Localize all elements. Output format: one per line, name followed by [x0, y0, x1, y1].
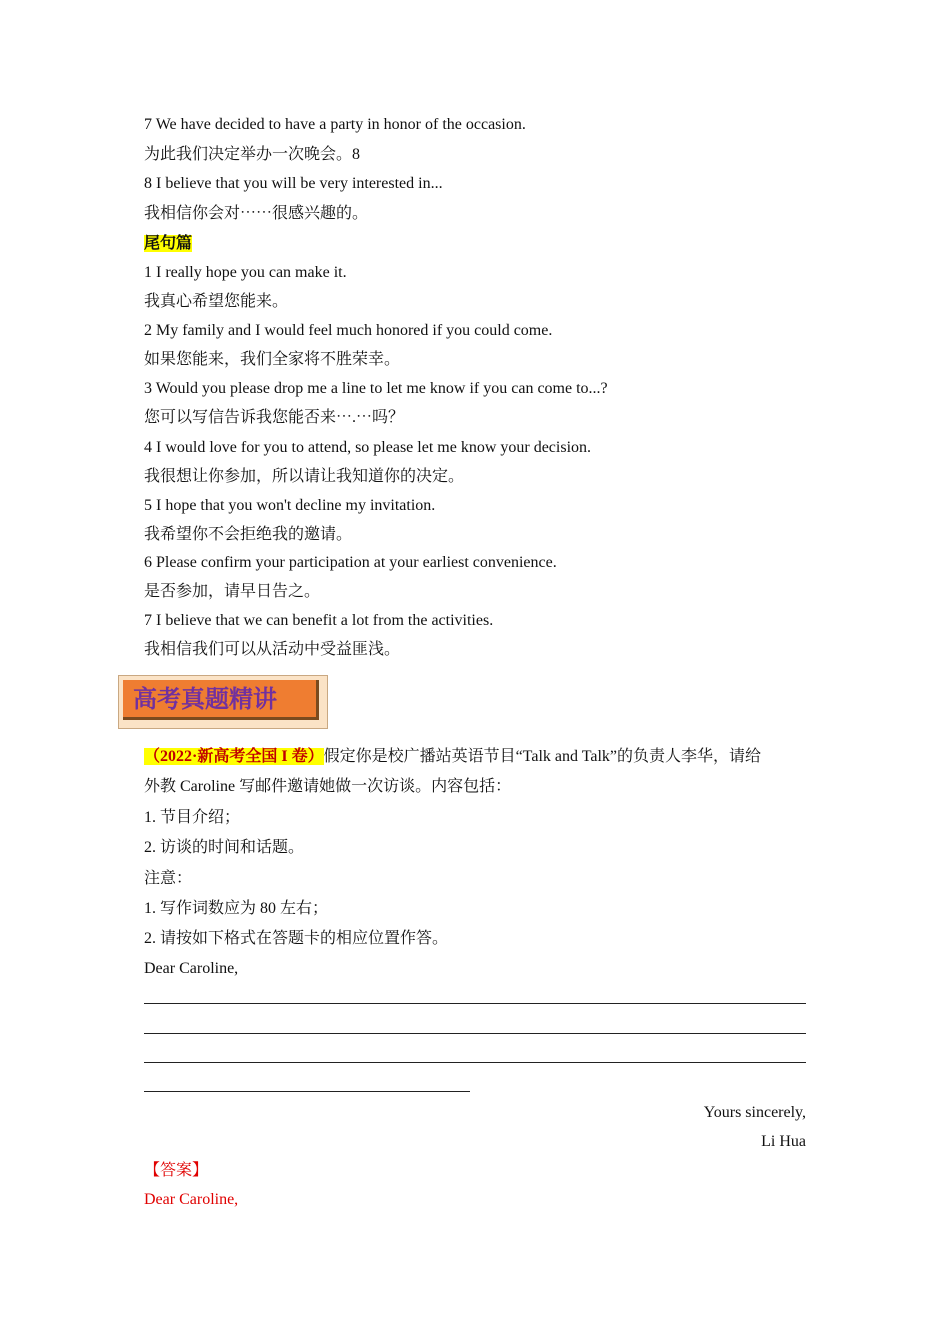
section-title: 高考真题精讲	[123, 680, 319, 720]
exam-note: 2. 请按如下格式在答题卡的相应位置作答。	[144, 930, 449, 947]
ending-line: 我希望你不会拒绝我的邀请。	[144, 526, 353, 543]
ending-line: 4 I would love for you to attend, so please let me know your decision.	[144, 439, 592, 456]
answer-salutation: Dear Caroline,	[144, 1191, 239, 1208]
exam-closing: Yours sincerely,	[703, 1104, 806, 1121]
answer-blank-line	[144, 1091, 470, 1092]
ending-line: 7 I believe that we can benefit a lot from the activities.	[144, 612, 494, 629]
exam-source: （2022·新高考全国 I 卷）	[144, 748, 324, 765]
answer-label: 【答案】	[144, 1162, 209, 1179]
ending-line: 2 My family and I would feel much honored if you could come.	[144, 322, 553, 339]
exam-item: 1. 节目介绍；	[144, 809, 241, 826]
ending-line: 您可以写信告诉我您能否来⋯.⋯吗？	[144, 409, 405, 426]
intro-line: 7 We have decided to have a party in honor of the occasion.	[144, 116, 526, 133]
ending-line: 5 I hope that you won't decline my invitation.	[144, 497, 436, 514]
exam-signature: Li Hua	[761, 1133, 806, 1150]
ending-line: 如果您能来，我们全家将不胜荣幸。	[144, 351, 401, 368]
intro-line: 我相信你会对⋯⋯很感兴趣的。	[144, 205, 369, 222]
intro-line: 8 I believe that you will be very interested in...	[144, 175, 443, 192]
ending-line: 3 Would you please drop me a line to let me know if you can come to...?	[144, 380, 608, 397]
exam-prompt-line-1	[144, 746, 761, 768]
exam-item: 2. 访谈的时间和话题。	[144, 839, 305, 856]
answer-blank-line	[144, 1033, 806, 1034]
ending-line: 1 I really hope you can make it.	[144, 264, 347, 281]
answer-blank-line	[144, 1003, 806, 1004]
answer-blank-line	[144, 1062, 806, 1063]
exam-note: 1. 写作词数应为 80 左右；	[144, 900, 329, 917]
ending-line: 我相信我们可以从活动中受益匪浅。	[144, 641, 401, 658]
exam-prompt-part1: 假定你是校广播站英语节目“Talk and Talk”的负责人李华，请给	[323, 748, 762, 765]
exam-note-label: 注意：	[144, 870, 193, 887]
exam-prompt-line-2: 外教 Caroline 写邮件邀请她做一次访谈。内容包括：	[144, 778, 512, 795]
exam-salutation: Dear Caroline,	[144, 960, 239, 977]
ending-heading: 尾句篇	[144, 235, 193, 252]
intro-line: 为此我们决定举办一次晚会。8	[144, 146, 361, 163]
ending-line: 是否参加，请早日告之。	[144, 583, 321, 600]
section-banner	[118, 675, 328, 729]
ending-line: 我真心希望您能来。	[144, 293, 289, 310]
ending-line: 我很想让你参加，所以请让我知道你的决定。	[144, 468, 465, 485]
ending-line: 6 Please confirm your participation at your earliest convenience.	[144, 554, 557, 571]
